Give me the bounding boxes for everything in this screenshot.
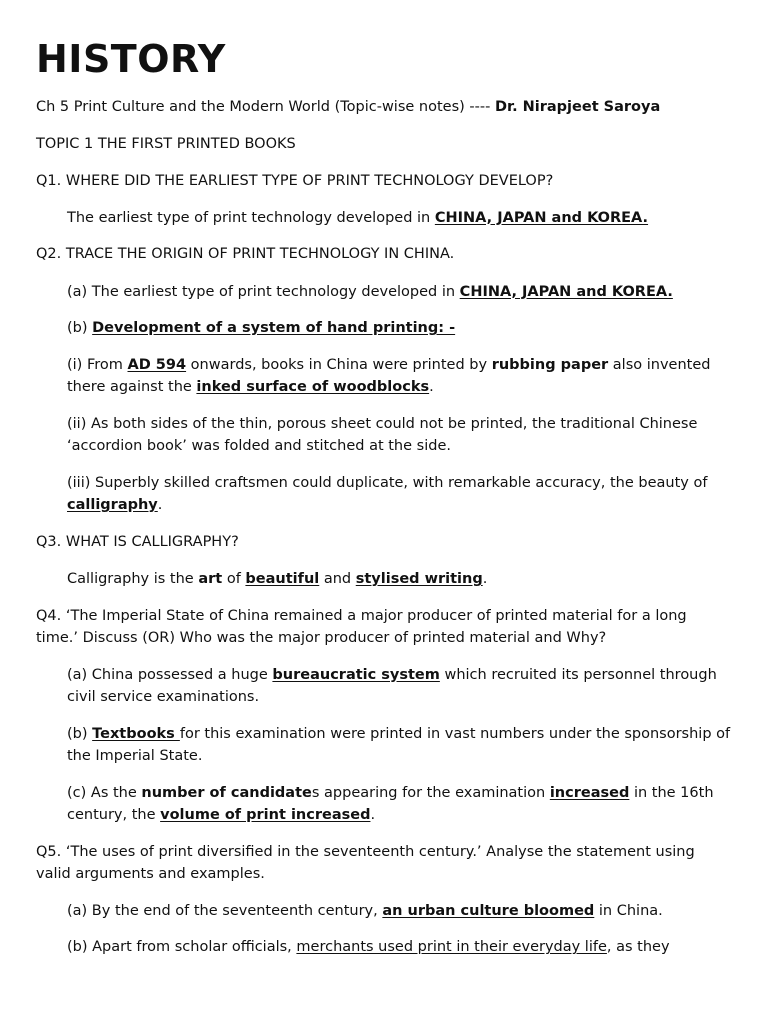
q4-c-volume: volume of print increased bbox=[160, 807, 371, 823]
q4-c-increased: increased bbox=[549, 784, 630, 801]
q3-period: . bbox=[482, 571, 488, 587]
q2-iii-period: . bbox=[157, 497, 163, 513]
q4-a-text: (a) China possessed a huge bbox=[67, 666, 273, 683]
q3-beautiful: beautiful bbox=[245, 571, 320, 587]
q3-art: art bbox=[198, 571, 223, 587]
q2-answer-i bbox=[36, 354, 732, 399]
q2-b-text: (b) bbox=[67, 320, 93, 336]
q2-i-period: . bbox=[429, 379, 434, 395]
q4-answer-b bbox=[36, 723, 732, 768]
q4-b-textbooks: Textbooks bbox=[92, 725, 180, 742]
q5-b-text-2: , as they bbox=[606, 939, 670, 955]
q5-b-merchants: merchants used print in their everyday life bbox=[296, 939, 607, 955]
q5-answer-a bbox=[36, 900, 732, 923]
q3-text-1: Calligraphy is the bbox=[67, 571, 199, 587]
q2-question: Q2. TRACE THE ORIGIN OF PRINT TECHNOLOGY IN CHINA. bbox=[36, 246, 455, 262]
q2-answer-a bbox=[36, 281, 732, 304]
q5-answer-b bbox=[36, 936, 732, 959]
q5-a-text: (a) By the end of the seventeenth century, bbox=[67, 902, 383, 919]
chapter-subtitle bbox=[36, 96, 732, 119]
q2-i-text-2: onwards, books in China were printed by bbox=[186, 356, 492, 373]
q2-i-rubbing-paper: rubbing paper bbox=[491, 356, 609, 373]
q4-c-text-3: in the 16th century, the bbox=[67, 784, 714, 823]
q2-i-woodblocks: inked surface of woodblocks bbox=[196, 379, 430, 395]
q5-question: Q5. ‘The uses of print diversified in the seventeenth century.’ Analyse the statement using valid arguments and examples. bbox=[36, 843, 695, 882]
q4-c-text-2: s appearing for the examination bbox=[311, 784, 550, 801]
q1-answer-text: The earliest type of print technology developed in bbox=[67, 209, 435, 226]
q4-a-bureaucratic: bureaucratic system bbox=[272, 666, 440, 683]
author-name: Dr. Nirapjeet Saroya bbox=[494, 99, 661, 115]
q3-stylised-writing: stylised writing bbox=[355, 571, 483, 587]
q4-b-text-2: for this examination were printed in vast numbers under the sponsorship of the Imperial State. bbox=[67, 725, 731, 764]
q3-text-3: and bbox=[319, 571, 356, 587]
q4-b-text: (b) bbox=[67, 725, 93, 742]
q2-iii-calligraphy: calligraphy bbox=[67, 497, 158, 513]
q2-iii-text: (iii) Superbly skilled craftsmen could duplicate, with remarkable accuracy, the beauty of bbox=[67, 474, 708, 491]
q1-question: Q1. WHERE DID THE EARLIEST TYPE OF PRINT TECHNOLOGY DEVELOP? bbox=[36, 173, 554, 189]
q1-answer-emphasis: CHINA, JAPAN and KOREA. bbox=[434, 209, 649, 226]
q3-text-2: of bbox=[222, 571, 246, 587]
q3-answer bbox=[36, 568, 732, 591]
q2-a-text: (a) The earliest type of print technology developed in bbox=[67, 283, 460, 300]
q4-answer-c bbox=[36, 782, 732, 827]
q2-i-ad594: AD 594 bbox=[127, 356, 187, 373]
q4-c-period: . bbox=[370, 807, 376, 823]
page-title: HISTORY bbox=[36, 37, 226, 81]
q4-a-text-2: which recruited its personnel through civil service examinations. bbox=[67, 666, 717, 705]
q4-c-text: (c) As the bbox=[67, 784, 142, 801]
q4-answer-a bbox=[36, 664, 732, 709]
q2-a-emphasis: CHINA, JAPAN and KOREA. bbox=[459, 283, 673, 300]
q5-a-text-2: in China. bbox=[594, 902, 663, 919]
q4-question: Q4. ‘The Imperial State of China remained a major producer of printed material for a long time.’ Discuss (OR) Who was the major producer of printed material and Why? bbox=[36, 607, 687, 646]
subtitle-text: Ch 5 Print Culture and the Modern World (Topic-wise notes) ---- bbox=[36, 99, 495, 115]
topic-heading: TOPIC 1 THE FIRST PRINTED BOOKS bbox=[36, 135, 296, 152]
q1-answer bbox=[36, 207, 732, 230]
q5-b-text: (b) Apart from scholar officials, bbox=[67, 939, 297, 955]
q2-i-text-3: also invented there against the bbox=[67, 356, 711, 395]
q2-i-text: (i) From bbox=[67, 356, 128, 373]
q3-question: Q3. WHAT IS CALLIGRAPHY? bbox=[36, 533, 239, 550]
q5-a-urban-culture: an urban culture bloomed bbox=[382, 902, 595, 919]
q2-answer-ii: (ii) As both sides of the thin, porous sheet could not be printed, the traditional Chinese ‘accordion book’ was folded and stitched at the side. bbox=[67, 415, 698, 454]
q2-b-emphasis: Development of a system of hand printing: - bbox=[92, 320, 456, 336]
q2-answer-iii bbox=[36, 472, 732, 517]
q4-c-candidates: number of candidate bbox=[141, 784, 312, 801]
q2-answer-b bbox=[36, 317, 732, 340]
